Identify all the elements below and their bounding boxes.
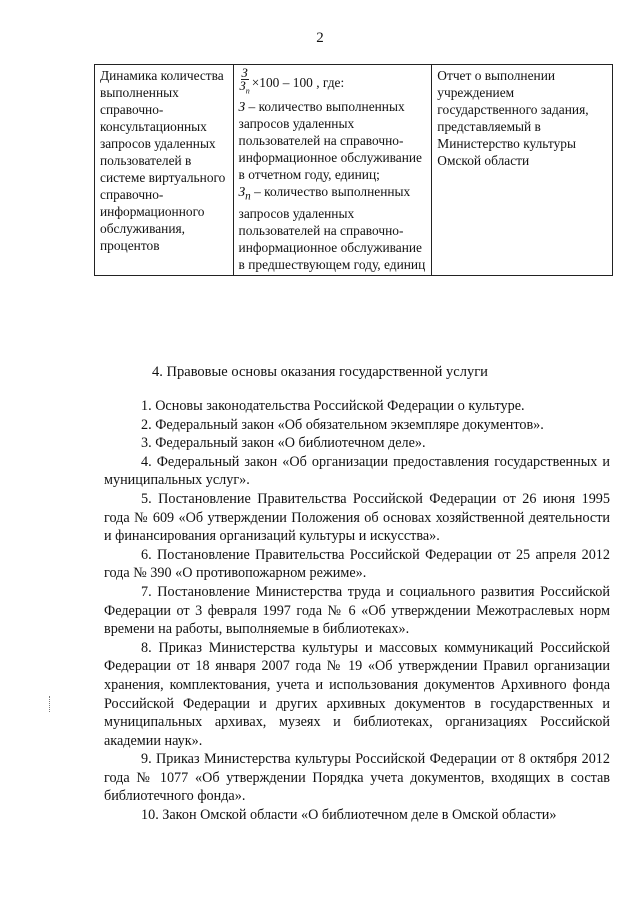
variable-subscript: п <box>245 190 251 203</box>
list-item: 6. Постановление Правительства Российской Федерации от 25 апреля 2012 года № 390 «О противопожарном режиме». <box>104 546 610 582</box>
report-source-cell: Отчет о выполнении учреждением государственного задания, представляемый в Министерство культуры Омской области <box>432 65 613 276</box>
table-row <box>95 65 613 276</box>
indicator-formula-cell <box>233 65 432 276</box>
list-item: 4. Федеральный закон «Об организации предоставления государственных и муниципальных услуг». <box>104 453 610 489</box>
section-title: 4. Правовые основы оказания государственной услуги <box>152 364 488 380</box>
denominator-symbol: З <box>239 79 246 93</box>
margin-scan-mark <box>49 696 53 712</box>
list-item: 3. Федеральный закон «О библиотечном деле». <box>141 435 426 452</box>
variable-description: – количество выполненных запросов удаленных пользователей на справочно-информационное обслуживание в отчетном году, единиц; <box>238 98 422 182</box>
page-number: 2 <box>316 30 324 46</box>
formula-operation: ×100 – 100 , где: <box>251 74 345 90</box>
legal-basis-list <box>104 397 610 825</box>
indicator-table <box>94 64 613 276</box>
list-item: 7. Постановление Министерства труда и социального развития Российской Федерации от 3 февраля 1997 года № 6 «Об утверждении Межотраслевых норм времени на работы, выполняемые в библиотеках». <box>104 583 610 638</box>
formula-expression <box>239 67 428 98</box>
variable-definition-current <box>239 98 428 183</box>
variable-symbol: З <box>238 98 246 114</box>
variable-description: – количество выполненных запросов удаленных пользователей на справочно-информационное обслуживание в предшествующем году, единиц <box>238 183 426 273</box>
list-item: 1. Основы законодательства Российской Федерации о культуре. <box>141 398 525 414</box>
fraction-numerator: З <box>241 66 248 80</box>
formula-fraction <box>239 67 251 98</box>
list-item: 10. Закон Омской области «О библиотечном деле в Омской области» <box>141 807 557 824</box>
list-item: 8. Приказ Министерства культуры и массовых коммуникаций Российской Федерации от 18 января 2007 года № 19 «Об утверждении Правил организации хранения, комплектования, учета и использования документов Архивного фонда Российской Федерации и других архивных документов в государственных и муниципальных архивах, музеях и библиотеках, организациях Российской академии наук». <box>104 639 610 749</box>
list-item: 9. Приказ Министерства культуры Российской Федерации от 8 октября 2012 года № 1077 «Об утверждении Порядка учета документов, входящих в состав библиотечного фонда». <box>104 751 610 805</box>
indicator-name-cell: Динамика количества выполненных справочно-консультационных запросов удаленных пользователей в системе виртуального справочно-информационного обслуживания, процентов <box>95 65 234 276</box>
denominator-subscript: п <box>245 86 250 96</box>
variable-symbol: З <box>238 183 246 199</box>
fraction-denominator <box>239 80 251 98</box>
list-item: 5. Постановление Правительства Российской Федерации от 26 июня 1995 года № 609 «Об утверждении Положения об основах хозяйственной деятельности и финансирования организаций культуры и искусства». <box>104 490 610 545</box>
list-item: 2. Федеральный закон «Об обязательном экземпляре документов». <box>141 416 544 433</box>
variable-definition-previous <box>239 183 428 274</box>
